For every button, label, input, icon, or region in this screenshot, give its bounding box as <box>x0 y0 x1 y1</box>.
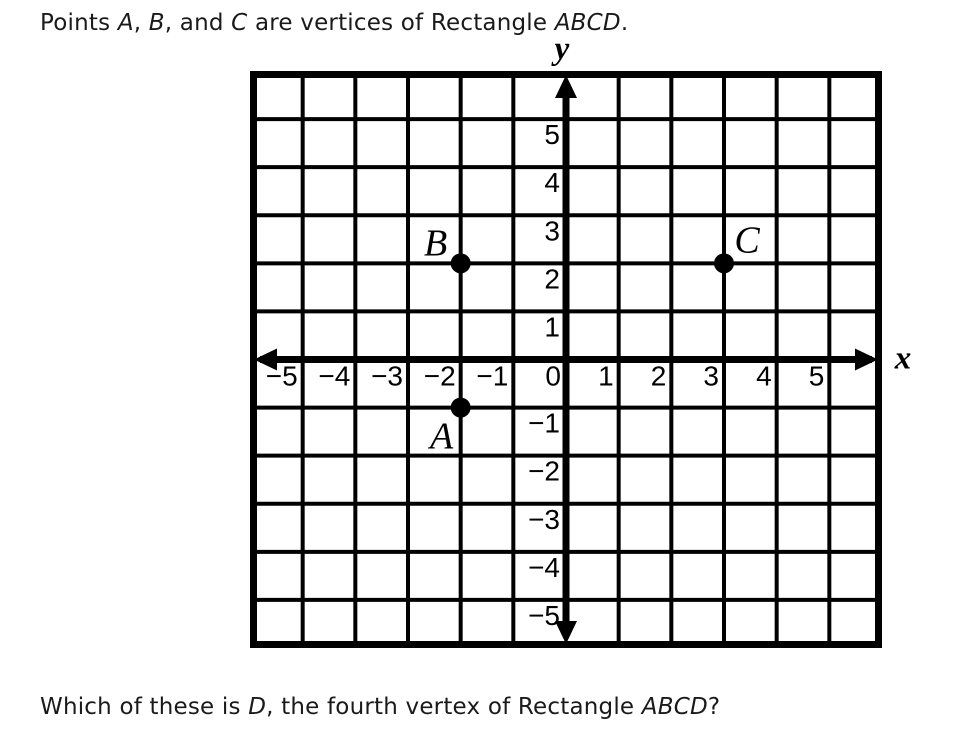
y-tick-label: 1 <box>544 311 560 343</box>
point-dot-b <box>451 253 471 273</box>
y-tick-label: 3 <box>544 215 560 247</box>
y-tick-label: 5 <box>544 119 560 151</box>
text-segment: , and <box>164 10 232 36</box>
text-segment: , the fourth vertex of Rectangle <box>266 694 642 720</box>
x-tick-label: −3 <box>371 360 403 392</box>
text-segment: Points <box>40 10 118 36</box>
point-label-b: B <box>424 222 448 265</box>
text-segment: ? <box>707 694 721 720</box>
x-tick-label: 0 <box>545 360 561 392</box>
y-tick-label: −1 <box>528 407 560 439</box>
text-segment: C <box>231 10 248 36</box>
text-segment: . <box>620 10 629 36</box>
y-tick-label: −5 <box>528 599 560 631</box>
x-axis-label: x <box>894 340 912 377</box>
y-axis-arrow-up <box>555 75 577 98</box>
y-tick-label: −4 <box>528 551 560 583</box>
point-label-a: A <box>430 415 454 458</box>
y-tick-label: 2 <box>544 263 560 295</box>
x-tick-label: 1 <box>598 360 614 392</box>
text-segment: Which of these is <box>40 694 249 720</box>
y-tick-label: −2 <box>528 455 560 487</box>
x-tick-label: 4 <box>756 360 772 392</box>
text-segment: D <box>248 694 267 720</box>
x-tick-label: −1 <box>476 360 509 392</box>
x-tick-label: 3 <box>703 360 719 392</box>
x-tick-label: 5 <box>808 360 825 392</box>
x-tick-label: 2 <box>650 360 667 392</box>
y-tick-label: 4 <box>544 167 560 199</box>
text-segment: A <box>117 10 134 36</box>
point-dot-a <box>451 398 471 418</box>
point-label-c: C <box>734 219 760 262</box>
text-segment: are vertices of Rectangle <box>247 10 555 36</box>
x-tick-label: −4 <box>318 360 351 392</box>
y-tick-label: −3 <box>528 503 560 535</box>
x-axis-arrow-right <box>855 349 878 371</box>
x-tick-label: −5 <box>265 360 298 392</box>
point-dot-c <box>714 253 734 273</box>
question-prompt <box>40 693 720 723</box>
text-segment: ABCD <box>554 10 621 36</box>
text-segment: ABCD <box>641 694 708 720</box>
text-segment: B <box>148 10 165 36</box>
text-segment: , <box>133 10 149 36</box>
x-tick-label: −2 <box>423 360 456 392</box>
y-axis-label: y <box>554 31 570 67</box>
